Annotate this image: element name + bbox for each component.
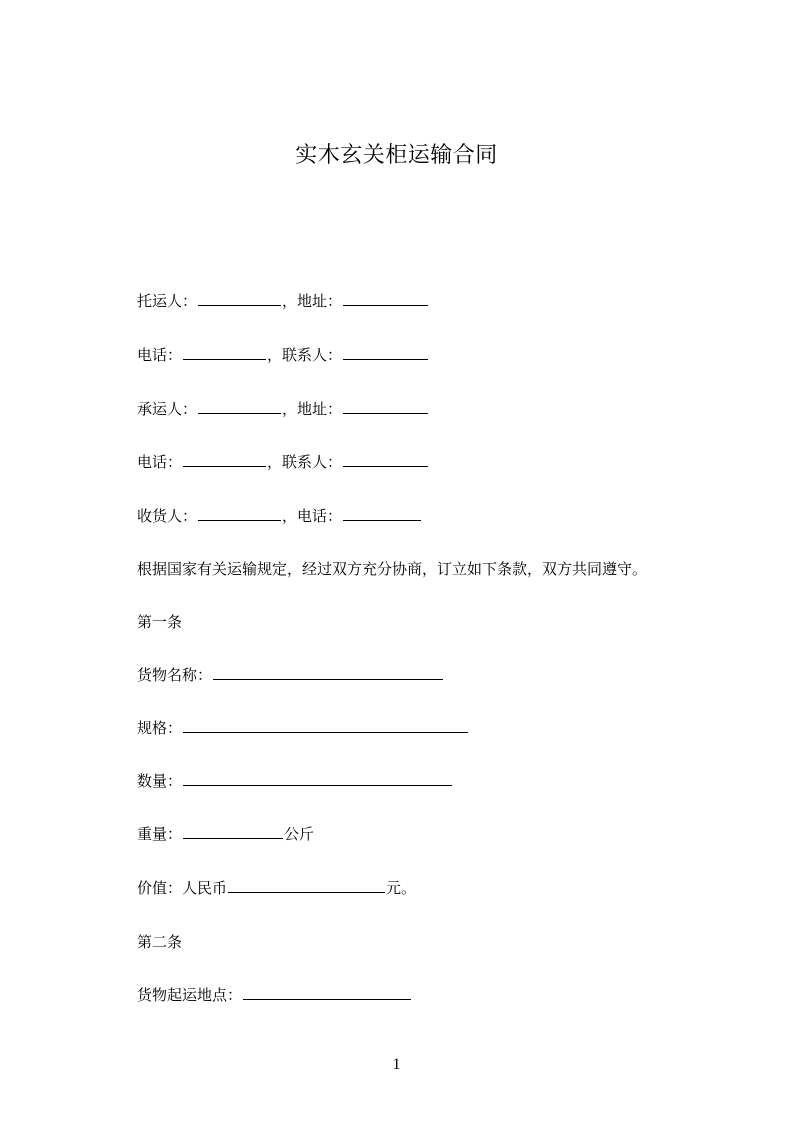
value-field[interactable]: [228, 878, 385, 893]
goods-name-field[interactable]: [213, 665, 443, 680]
preamble-text: 根据国家有关运输规定，经过双方充分协商，订立如下条款，双方共同遵守。: [137, 560, 648, 578]
value-unit: 元。: [386, 879, 417, 897]
shipper-name-field[interactable]: [198, 291, 281, 306]
weight-line: [137, 824, 314, 844]
value-label: 价值：人民币: [137, 879, 228, 897]
article-2-heading: 第二条: [137, 933, 183, 951]
consignee-label: 收货人：: [137, 507, 198, 525]
shipper-phone-field[interactable]: [183, 345, 266, 360]
document-title: 实木玄关柜运输合同: [295, 143, 498, 168]
carrier-contact-line: [137, 452, 429, 472]
shipper-address-field[interactable]: [343, 291, 428, 306]
carrier-line: [137, 399, 429, 419]
page-number: 1: [392, 1056, 401, 1073]
carrier-contact-label: ，联系人：: [267, 453, 343, 471]
origin-label: 货物起运地点：: [137, 986, 243, 1004]
shipper-contact-line: [137, 345, 429, 365]
spec-line: [137, 718, 469, 738]
goods-name-line: [137, 665, 444, 685]
goods-name-label: 货物名称：: [137, 666, 213, 684]
shipper-line: [137, 291, 429, 311]
origin-field[interactable]: [243, 985, 411, 1000]
consignee-phone-label: ，电话：: [282, 507, 343, 525]
shipper-contact-field[interactable]: [343, 345, 428, 360]
carrier-address-label: ，地址：: [282, 400, 343, 418]
quantity-field[interactable]: [183, 771, 452, 786]
spec-field[interactable]: [183, 718, 468, 733]
carrier-address-field[interactable]: [343, 399, 428, 414]
article-1-heading: 第一条: [137, 613, 183, 631]
consignee-line: [137, 506, 422, 526]
quantity-label: 数量：: [137, 772, 183, 790]
shipper-contact-label: ，联系人：: [267, 346, 343, 364]
weight-label: 重量：: [137, 825, 183, 843]
carrier-phone-label: 电话：: [137, 453, 183, 471]
weight-field[interactable]: [183, 824, 283, 839]
spec-label: 规格：: [137, 719, 183, 737]
carrier-contact-field[interactable]: [343, 452, 428, 467]
carrier-name-field[interactable]: [198, 399, 281, 414]
carrier-phone-field[interactable]: [183, 452, 266, 467]
weight-unit: 公斤: [284, 825, 315, 843]
quantity-line: [137, 771, 453, 791]
shipper-phone-label: 电话：: [137, 346, 183, 364]
shipper-address-label: ，地址：: [282, 292, 343, 310]
value-line: [137, 878, 416, 898]
consignee-phone-field[interactable]: [343, 506, 421, 521]
origin-line: [137, 985, 412, 1005]
carrier-label: 承运人：: [137, 400, 198, 418]
shipper-label: 托运人：: [137, 292, 198, 310]
consignee-name-field[interactable]: [198, 506, 281, 521]
